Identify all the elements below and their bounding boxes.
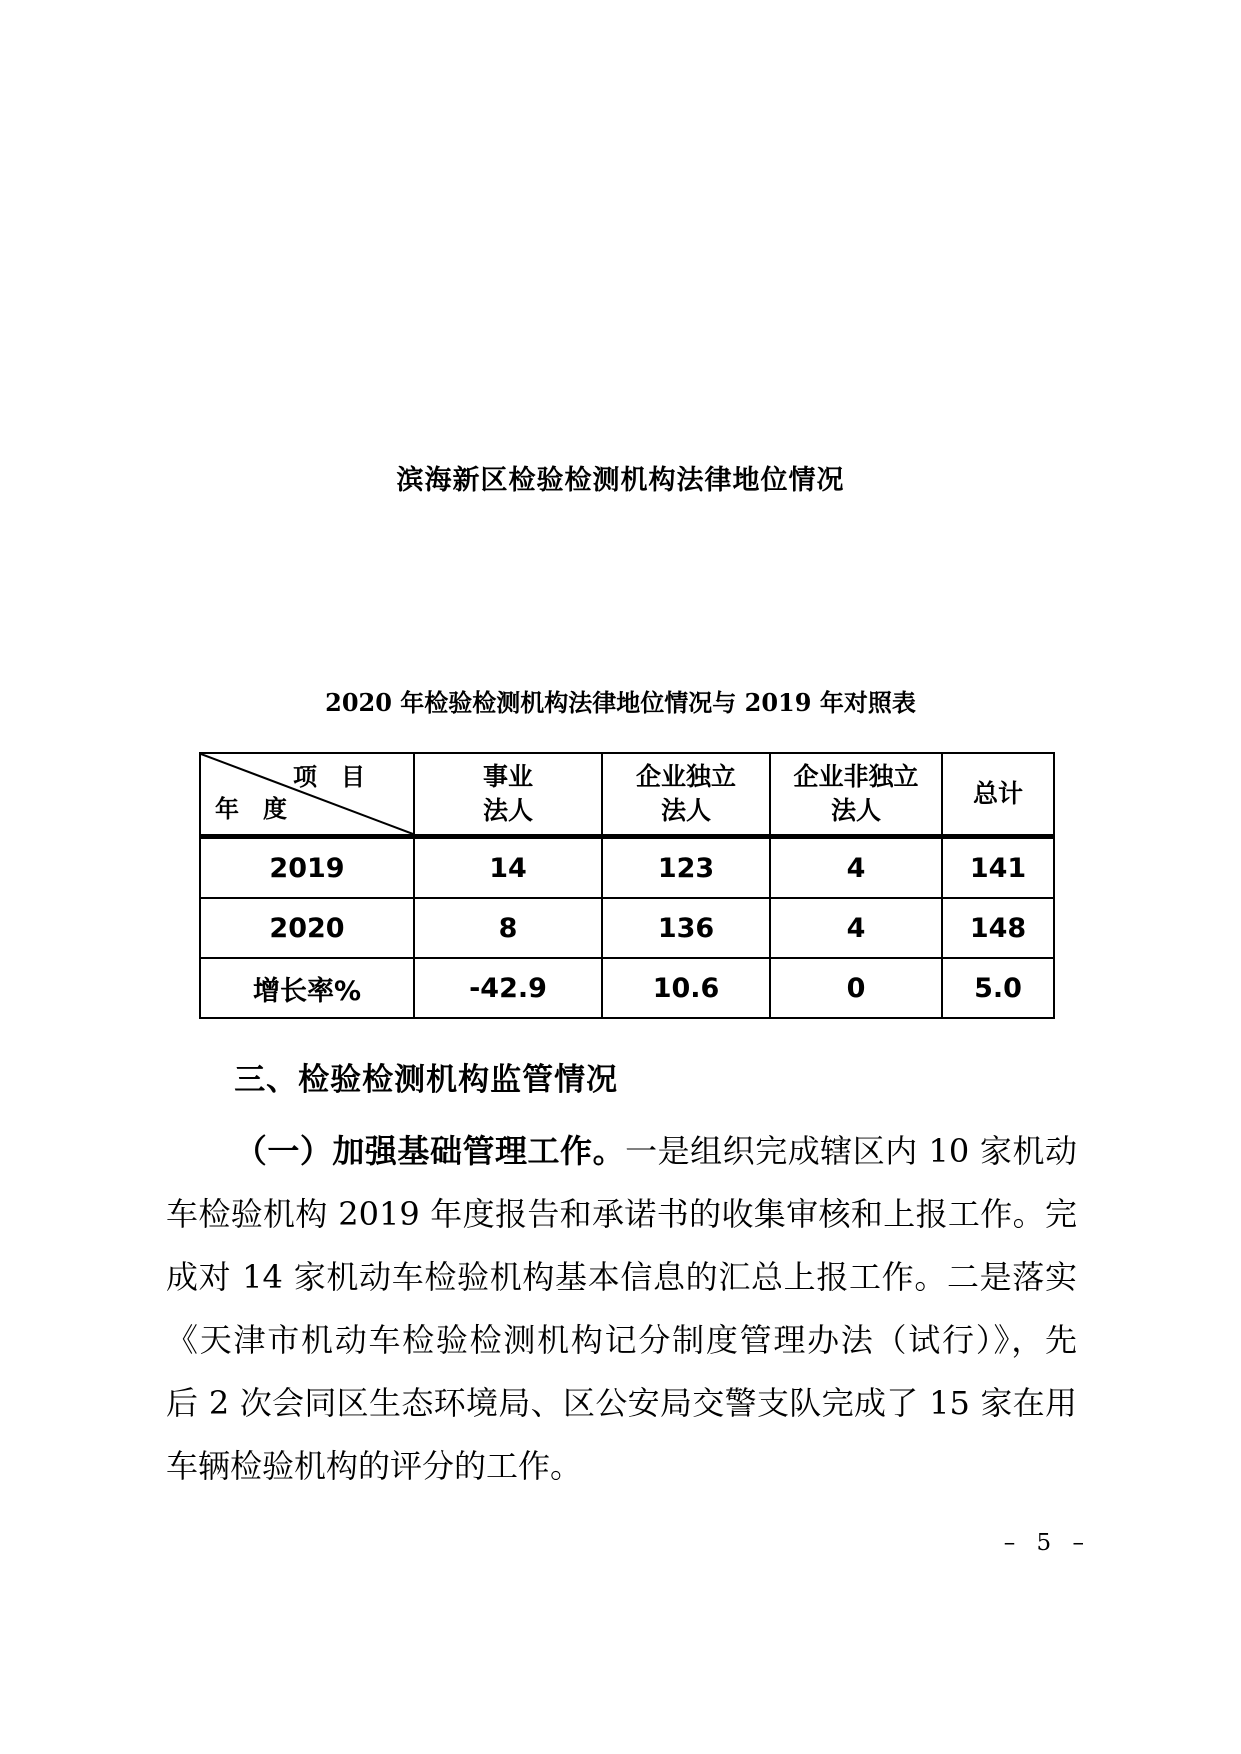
column-header-total xyxy=(942,753,1054,837)
page-number: – 5 – xyxy=(1003,1530,1091,1556)
table-cell: 136 xyxy=(602,898,770,958)
table-cell: 8 xyxy=(414,898,602,958)
table-cell: 4 xyxy=(770,898,942,958)
table-cell: 4 xyxy=(770,837,942,899)
corner-label-year: 年 度 xyxy=(215,793,287,823)
legal-status-comparison-table xyxy=(199,752,1055,1019)
table-cell: 10.6 xyxy=(602,958,770,1018)
paragraph-line: 车辆检验机构的评分的工作。 xyxy=(166,1447,583,1485)
table-row xyxy=(200,958,1054,1018)
paragraph-line: 车检验机构 2019 年度报告和承诺书的收集审核和上报工作。完 xyxy=(166,1195,1077,1233)
column-header-non-independent-enterprise xyxy=(770,753,942,837)
column-header-line: 事业 xyxy=(482,762,533,792)
corner-label-item: 项 目 xyxy=(293,762,365,791)
column-header-line: 企业独立 xyxy=(635,762,736,792)
paragraph-text: 一是组织完成辖区内 10 家机动 xyxy=(625,1132,1077,1170)
column-header-line: 法人 xyxy=(830,796,881,825)
table-cell: 123 xyxy=(602,837,770,899)
document-title: 滨海新区检验检测机构法律地位情况 xyxy=(396,465,845,496)
table-cell: 5.0 xyxy=(942,958,1054,1018)
body-paragraph xyxy=(166,1120,1077,1498)
paragraph-line xyxy=(166,1120,1077,1183)
table-cell: 0 xyxy=(770,958,942,1018)
table-caption: 2020 年检验检测机构法律地位情况与 2019 年对照表 xyxy=(325,688,916,717)
column-header-independent-enterprise xyxy=(602,753,770,837)
paragraph-line: 成对 14 家机动车检验机构基本信息的汇总上报工作。二是落实 xyxy=(166,1258,1077,1296)
table-corner-cell xyxy=(200,753,414,837)
row-label: 增长率% xyxy=(200,958,414,1018)
column-header-public-institution xyxy=(414,753,602,837)
row-label: 2019 xyxy=(200,837,414,899)
table-row xyxy=(200,837,1054,899)
column-header-line: 法人 xyxy=(482,796,533,825)
column-header-line: 企业非独立 xyxy=(793,762,919,792)
paragraph-line: 《天津市机动车检验检测机构记分制度管理办法（试行）》，先 xyxy=(166,1321,1077,1359)
paragraph-line: 后 2 次会同区生态环境局、区公安局交警支队完成了 15 家在用 xyxy=(166,1384,1077,1422)
table-cell: -42.9 xyxy=(414,958,602,1018)
paragraph-lead-bold: （一）加强基础管理工作。 xyxy=(234,1132,626,1170)
table-cell: 148 xyxy=(942,898,1054,958)
row-label: 2020 xyxy=(200,898,414,958)
table-cell: 14 xyxy=(414,837,602,899)
table-header-row xyxy=(200,753,1054,837)
table-row xyxy=(200,898,1054,958)
table-cell: 141 xyxy=(942,837,1054,899)
section-heading: 三、检验检测机构监管情况 xyxy=(234,1062,619,1098)
column-header-line: 总计 xyxy=(972,779,1023,809)
column-header-line: 法人 xyxy=(660,796,711,825)
